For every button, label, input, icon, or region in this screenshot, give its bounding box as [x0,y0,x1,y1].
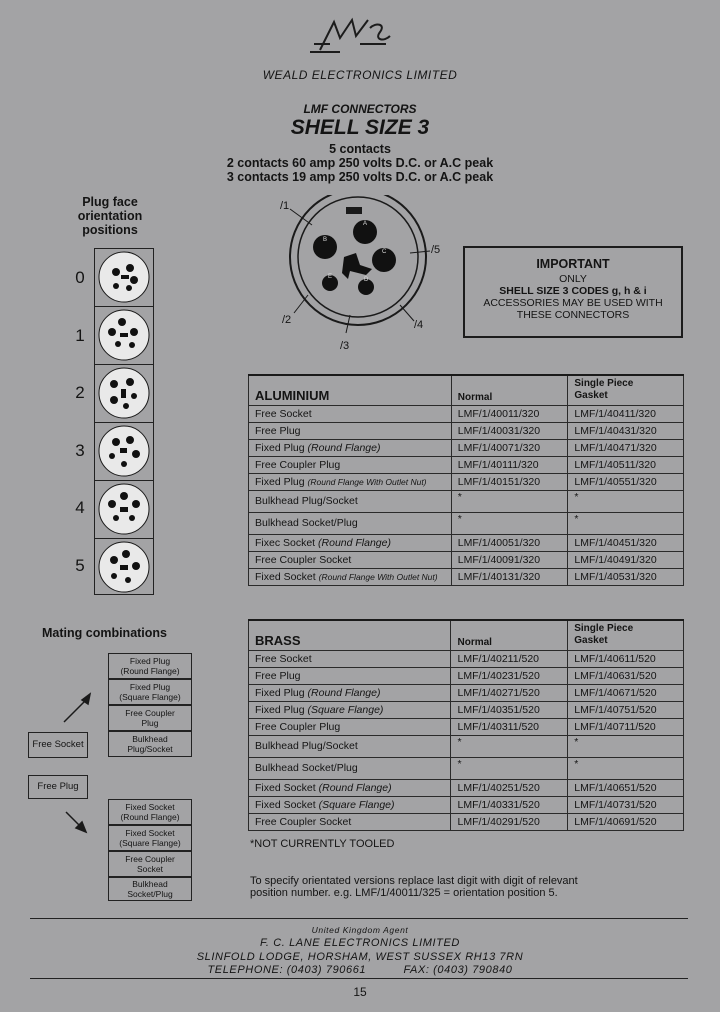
part-description [249,534,452,551]
plug-face-title-line: Plug face [82,195,138,209]
table-row [249,512,684,534]
normal-part-number: LMF/1/40031/320 [451,422,568,439]
table-row [249,701,684,718]
option-line: Plug [141,718,159,728]
part-name: Bulkhead Plug/Socket [255,495,358,507]
gasket-part-number: LMF/1/40651/520 [568,779,684,796]
orientation-note-1: To specify orientated versions replace last digit with digit of relevant [250,875,578,887]
normal-part-number: LMF/1/40311/520 [451,718,568,735]
part-name: Free Coupler Plug [255,458,341,471]
callout-5: /5 [431,244,441,256]
option-line: Socket/Plug [127,889,173,899]
option-fixed-plug-square [108,679,192,705]
orientation-5-label: 5 [75,556,85,575]
normal-part-number: LMF/1/40351/520 [451,701,568,718]
part-description [249,568,452,585]
normal-part-number: LMF/1/40271/520 [451,684,568,701]
option-fixed-socket-round [108,799,192,825]
mating-title: Mating combinations [42,626,167,640]
table-row [249,439,684,456]
part-description [249,405,452,422]
gasket-part-number: LMF/1/40471/320 [568,439,684,456]
option-line: Free Coupler [125,708,175,718]
table-row [249,490,684,512]
part-description [249,512,452,534]
option-bulkhead-plug [108,731,192,757]
part-name: Fixed Socket [255,781,319,794]
gasket-part-number: LMF/1/40551/320 [568,473,684,490]
footer-agent: United Kingdom Agent [311,925,409,935]
normal-part-number: LMF/1/40051/320 [451,534,568,551]
weald-logo [300,14,400,60]
part-description [249,439,452,456]
gasket-part-number: LMF/1/40611/520 [568,650,684,667]
gasket-header-line: Single Piece [574,623,634,635]
plug-face-title-line: positions [82,223,138,237]
option-line: Bulkhead [132,734,168,744]
part-description [249,490,452,512]
gasket-part-number: * [568,490,684,512]
callout-2: /2 [282,314,292,326]
part-flange-type: (Round Flange) [307,686,381,699]
orientation-2-label: 2 [75,383,85,402]
gasket-part-number: LMF/1/40751/520 [568,701,684,718]
normal-part-number: LMF/1/40291/520 [451,813,568,830]
brass-header-row [249,620,684,650]
part-description [249,718,451,735]
table-row [249,551,684,568]
part-description [249,684,451,701]
normal-part-number: LMF/1/40091/320 [451,551,568,568]
part-name: Fixed Plug [255,686,308,699]
aluminium-col-normal: Normal [451,375,568,405]
part-description [249,456,452,473]
gasket-part-number: LMF/1/40691/520 [568,813,684,830]
pin-d-label: D [364,277,369,283]
part-description [249,701,451,718]
normal-part-number: * [451,512,568,534]
option-fixed-socket-square [108,825,192,851]
part-name: Fixed Plug [255,475,308,488]
part-flange-type: (Round Flange) [307,441,381,454]
callout-3: /3 [340,340,350,352]
part-name: Free Coupler Socket [255,815,352,828]
part-description [249,735,451,757]
part-name: Free Plug [255,424,301,437]
part-name: Fixed Socket [255,570,319,583]
option-line: Fixed Plug [129,656,171,666]
important-line: ACCESSORIES MAY BE USED WITH [483,297,663,309]
part-description [249,667,451,684]
table-row [249,667,684,684]
option-bulkhead-socket [108,877,192,901]
footer-fax: FAX: (0403) 790840 [403,964,513,976]
option-line: Fixed Plug [129,682,171,692]
part-description [249,757,451,779]
option-line: Bulkhead [132,879,168,889]
table-row [249,718,684,735]
connector-face-diagram [280,195,460,355]
option-line: Plug/Socket [127,744,173,754]
table-row [249,405,684,422]
gasket-header-line: Single Piece [574,378,634,390]
normal-part-number: LMF/1/40111/320 [451,456,568,473]
normal-part-number: LMF/1/40131/320 [451,568,568,585]
aluminium-table [248,374,684,586]
part-flange-type: (Round Flange) [318,536,391,549]
part-name: Free Socket [255,407,312,420]
gasket-part-number: * [568,735,684,757]
orientation-1-label: 1 [75,326,85,345]
free-plug-box: Free Plug [28,775,88,799]
option-line: (Round Flange) [120,666,180,676]
footer-address: SLINFOLD LODGE, HORSHAM, WEST SUSSEX RH13 7RN [196,951,524,963]
contacts-count: 5 contacts [329,142,391,156]
normal-part-number: LMF/1/40211/520 [451,650,568,667]
normal-part-number: * [451,735,568,757]
part-name: Fixec Socket [255,536,319,549]
callout-4: /4 [414,319,424,331]
normal-part-number: LMF/1/40011/320 [451,405,568,422]
gasket-header-line: Gasket [574,635,608,647]
table-row [249,422,684,439]
option-line: (Square Flange) [119,838,181,848]
page-number: 15 [353,985,367,999]
aluminium-header-row [249,375,684,405]
brass-material: BRASS [249,620,451,650]
free-socket-box: Free Socket [28,732,88,758]
orientation-3-label: 3 [75,441,85,460]
normal-part-number: LMF/1/40251/520 [451,779,568,796]
important-line: THESE CONNECTORS [516,309,630,321]
part-description [249,796,451,813]
part-name: Bulkhead Socket/Plug [255,762,358,774]
footer-company: F. C. LANE ELECTRONICS LIMITED [260,937,460,949]
important-line: SHELL SIZE 3 CODES g, h & i [499,285,647,297]
table-row [249,796,684,813]
gasket-part-number: * [568,512,684,534]
part-flange-type: (Square Flange) [307,703,384,716]
mating-arrows [60,690,100,840]
table-row [249,534,684,551]
footer-contact [0,964,720,976]
contacts-spec-60amp: 2 contacts 60 amp 250 volts D.C. or A.C peak [226,156,494,170]
table-row [249,813,684,830]
gasket-part-number: LMF/1/40491/320 [568,551,684,568]
pin-a-label: A [363,221,368,227]
normal-part-number: LMF/1/40151/320 [451,473,568,490]
orientation-note-2: position number. e.g. LMF/1/40011/325 = orientation position 5. [250,887,558,899]
gasket-part-number: LMF/1/40671/520 [568,684,684,701]
gasket-header-line: Gasket [574,390,608,402]
orientation-faces [94,248,154,595]
part-name: Free Plug [255,669,301,682]
option-free-coupler-socket [108,851,192,877]
option-free-coupler-plug [108,705,192,731]
aluminium-col-gasket [568,375,684,405]
option-line: Fixed Socket [125,802,175,812]
pin-b-label: B [323,237,328,243]
option-line: (Square Flange) [119,692,181,702]
gasket-part-number: LMF/1/40631/520 [568,667,684,684]
part-flange-type: (Round Flange With Outlet Nut) [318,571,438,582]
table-row [249,473,684,490]
part-flange-type: (Square Flange) [318,798,395,811]
not-tooled-note: *NOT CURRENTLY TOOLED [250,838,395,850]
pin-c-label: C [382,249,387,255]
orientation-4-label: 4 [75,498,85,517]
gasket-part-number: LMF/1/40511/320 [568,456,684,473]
table-row [249,456,684,473]
important-line: ONLY [559,273,587,285]
part-name: Bulkhead Plug/Socket [255,740,358,752]
part-name: Free Coupler Plug [255,720,341,733]
table-row [249,757,684,779]
normal-part-number: LMF/1/40071/320 [451,439,568,456]
table-row [249,779,684,796]
part-description [249,813,451,830]
important-notice [463,246,683,338]
normal-part-number: * [451,757,568,779]
normal-part-number: LMF/1/40331/520 [451,796,568,813]
aluminium-material: ALUMINIUM [249,375,452,405]
gasket-part-number: LMF/1/40411/320 [568,405,684,422]
pin-e-label: E [328,274,333,280]
plug-face-title-line: orientation [77,209,143,223]
part-description [249,650,451,667]
part-name: Fixed Plug [255,441,308,454]
table-row [249,684,684,701]
company-name: WEALD ELECTRONICS LIMITED [262,68,458,82]
option-line: Socket [136,864,163,874]
plug-face-title [50,195,170,237]
part-description [249,422,452,439]
part-name: Bulkhead Socket/Plug [255,517,358,529]
brass-col-gasket [568,620,684,650]
part-name: Free Coupler Socket [255,553,352,566]
part-description [249,551,452,568]
footer-telephone: TELEPHONE: (0403) 790661 [207,964,367,976]
option-fixed-plug-round [108,653,192,679]
gasket-part-number: LMF/1/40451/320 [568,534,684,551]
normal-part-number: LMF/1/40231/520 [451,667,568,684]
part-flange-type: (Round Flange) [318,781,392,794]
table-row [249,735,684,757]
brass-col-normal: Normal [451,620,568,650]
part-name: Fixed Socket [255,798,319,811]
option-line: (Round Flange) [120,812,180,822]
part-name: Free Socket [255,652,312,665]
footer-rule-bottom [30,978,688,979]
part-description [249,473,452,490]
gasket-part-number: * [568,757,684,779]
part-name: Fixed Plug [255,703,308,716]
part-flange-type: (Round Flange With Outlet Nut) [307,476,427,487]
page-title: SHELL SIZE 3 [290,116,430,139]
gasket-part-number: LMF/1/40711/520 [568,718,684,735]
option-line: Free Coupler [125,854,175,864]
gasket-part-number: LMF/1/40731/520 [568,796,684,813]
option-line: Fixed Socket [125,828,175,838]
series-name: LMF CONNECTORS [303,102,417,116]
brass-table [248,619,684,831]
contacts-spec-19amp: 3 contacts 19 amp 250 volts D.C. or A.C peak [226,170,494,184]
callout-1: /1 [280,200,290,212]
orientation-0-label: 0 [75,268,85,287]
gasket-part-number: LMF/1/40431/320 [568,422,684,439]
footer-rule [30,918,688,919]
part-description [249,779,451,796]
table-row [249,650,684,667]
gasket-part-number: LMF/1/40531/320 [568,568,684,585]
table-row [249,568,684,585]
normal-part-number: * [451,490,568,512]
important-title: IMPORTANT [536,257,610,271]
